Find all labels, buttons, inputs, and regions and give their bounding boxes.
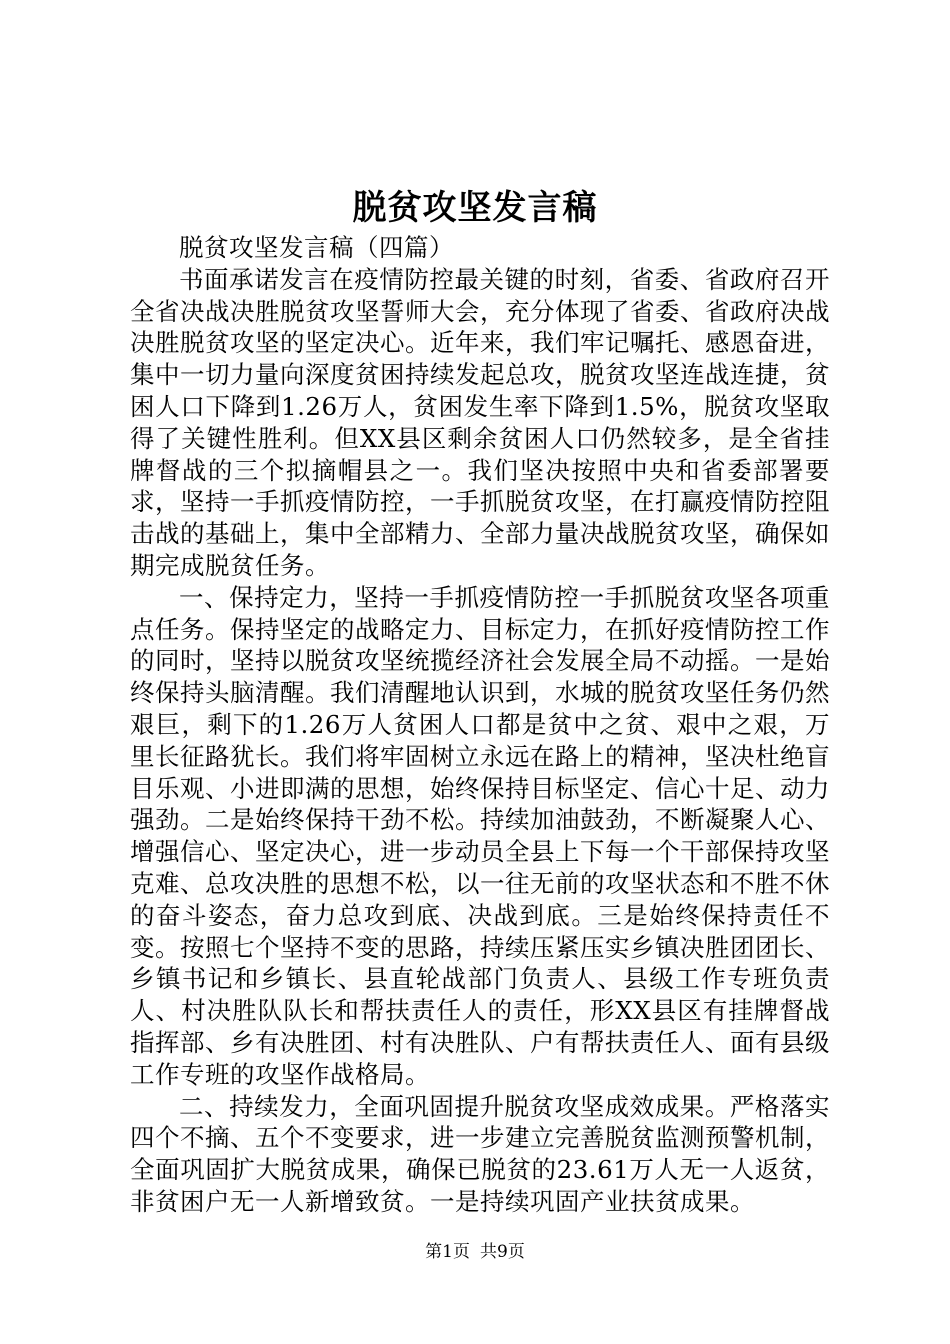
page-total: 共9页 (480, 1242, 525, 1262)
body-paragraph: 一、保持定力，坚持一手抓疫情防控一手抓脱贫攻坚各项重点任务。保持坚定的战略定力、目标定力，在抓好疫情防控工作的同时，坚持以脱贫攻坚统揽经济社会发展全局不动摇。一是始终保持头脑清醒。我们清醒地认识到，水城的脱贫攻坚任务仍然艰巨，剩下的1.26万人贫困人口都是贫中之贫、艰中之艰，万里长征路犹长。我们将牢固树立永远在路上的精神，坚决杜绝盲目乐观、小进即满的思想，始终保持目标坚定、信心十足、动力强劲。二是始终保持干劲不松。持续加油鼓劲，不断凝聚人心、增强信心、坚定决心，进一步动员全县上下每一个干部保持攻坚克难、总攻决胜的思想不松，以一往无前的攻坚状态和不胜不休的奋斗姿态，奋力总攻到底、决战到底。三是始终保持责任不变。按照七个坚持不变的思路，持续压紧压实乡镇决胜团团长、乡镇书记和乡镇长、县直轮战部门负责人、县级工作专班负责人、村决胜队队长和帮扶责任人的责任，形XX县区有挂牌督战指挥部、乡有决胜团、村有决胜队、户有帮扶责任人、面有县级工作专班的攻坚作战格局。 (130, 582, 830, 1089)
body-paragraph: 书面承诺发言在疫情防控最关键的时刻，省委、省政府召开全省决战决胜脱贫攻坚誓师大会，充分体现了省委、省政府决战决胜脱贫攻坚的坚定决心。近年来，我们牢记嘱托、感恩奋进，集中一切力量向深度贫困持续发起总攻，脱贫攻坚连战连捷，贫困人口下降到1.26万人，贫困发生率下降到1.5%，脱贫攻坚取得了关键性胜利。但XX县区剩余贫困人口仍然较多，是全省挂牌督战的三个拟摘帽县之一。我们坚决按照中央和省委部署要求，坚持一手抓疫情防控，一手抓脱贫攻坚，在打赢疫情防控阻击战的基础上，集中全部精力、全部力量决战脱贫攻坚，确保如期完成脱贫任务。 (130, 264, 830, 580)
document-body (130, 232, 830, 1218)
page-footer (0, 1240, 950, 1264)
subtitle-paragraph: 脱贫攻坚发言稿（四篇） (179, 233, 454, 262)
body-paragraph: 二、持续发力，全面巩固提升脱贫攻坚成效成果。严格落实四个不摘、五个不变要求，进一步建立完善脱贫监测预警机制，全面巩固扩大脱贫成果，确保已脱贫的23.61万人无一人返贫，非贫困户无一人新增致贫。一是持续巩固产业扶贫成果。 (130, 1091, 830, 1216)
document-title: 脱贫攻坚发言稿 (352, 188, 598, 228)
page-number: 第1页 (425, 1242, 470, 1262)
